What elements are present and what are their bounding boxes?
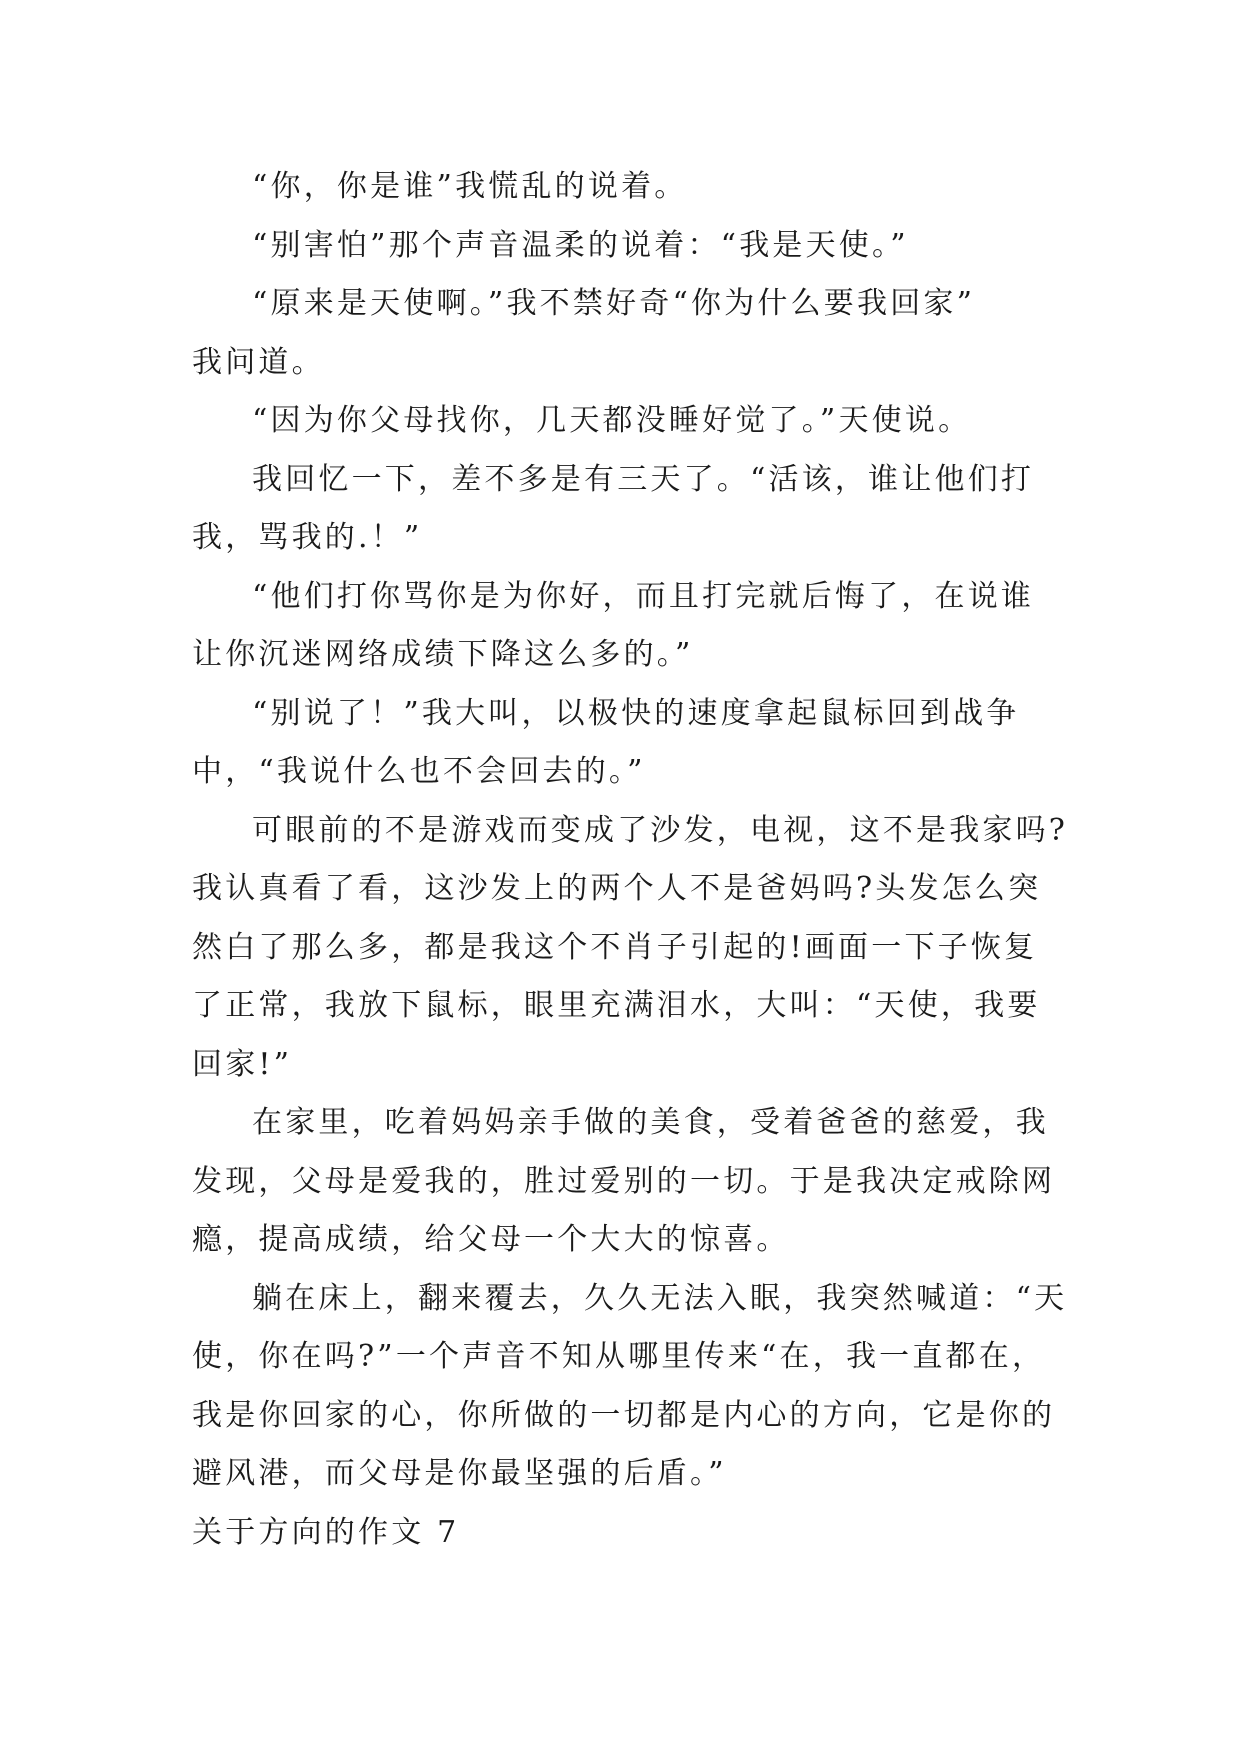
paragraph-line: 我是你回家的心，你所做的一切都是内心的方向，它是你的 [192,1397,1056,1433]
paragraph [192,217,1052,276]
paragraph [192,685,1052,802]
paragraph-line: 躺在床上，翻来覆去，久久无法入眠，我突然喊道：“天 [252,1280,1068,1316]
paragraph-line: 让你沉迷网络成绩下降这么多的。” [192,637,694,672]
paragraph-line: 我认真看了看，这沙发上的两个人不是爸妈吗?头发怎么突 [192,871,1042,906]
paragraph [192,275,1052,392]
paragraph [192,392,1052,451]
paragraph-list [192,158,1069,1504]
essay-body [192,158,1069,1562]
paragraph [192,158,1052,217]
paragraph-line: 发现，父母是爱我的，胜过爱别的一切。于是我决定戒除网 [192,1163,1056,1199]
paragraph-line: 在家里，吃着妈妈亲手做的美食，受着爸爸的慈爱，我 [252,1105,1049,1140]
paragraph-line: 中，“我说什么也不会回去的。” [192,754,646,789]
paragraph-line: “原来是天使啊。”我不禁好奇“你为什么要我回家” [252,286,976,321]
paragraph-line: 瘾，提高成绩，给父母一个大大的惊喜。 [192,1222,790,1257]
paragraph-line: 避风港，而父母是你最坚强的后盾。” [192,1456,727,1491]
paragraph-line: 我回忆一下，差不多是有三天了。“活该，谁让他们打 [252,461,1035,497]
paragraph-line: 回家!” [192,1046,293,1082]
paragraph-line: “别害怕”那个声音温柔的说着：“我是天使。” [252,227,909,263]
paragraph [192,802,1069,1095]
paragraph [192,1270,1068,1504]
paragraph-line: 使，你在吗?”一个声音不知从哪里传来“在，我一直都在， [192,1339,1046,1374]
paragraph-line: 我，骂我的.！” [192,520,423,555]
section-heading: 关于方向的作文 7 [192,1514,460,1550]
paragraph-line: “他们打你骂你是为你好，而且打完就后悔了，在说谁 [252,578,1035,614]
paragraph-line: “你，你是谁”我慌乱的说着。 [252,169,688,204]
paragraph-line: 然白了那么多，都是我这个不肖子引起的!画面一下子恢复 [192,929,1038,965]
paragraph [192,1094,1056,1270]
paragraph-line: 了正常，我放下鼠标，眼里充满泪水，大叫：“天使，我要 [192,988,1041,1023]
paragraph-line: 我问道。 [192,344,325,380]
paragraph [192,568,1052,685]
paragraph-line: “因为你父母找你，几天都没睡好觉了。”天使说。 [252,403,972,438]
paragraph [192,451,1052,568]
paragraph-line: “别说了！”我大叫，以极快的速度拿起鼠标回到战争 [252,695,1020,731]
paragraph-line: 可眼前的不是游戏而变成了沙发，电视，这不是我家吗? [252,812,1069,848]
